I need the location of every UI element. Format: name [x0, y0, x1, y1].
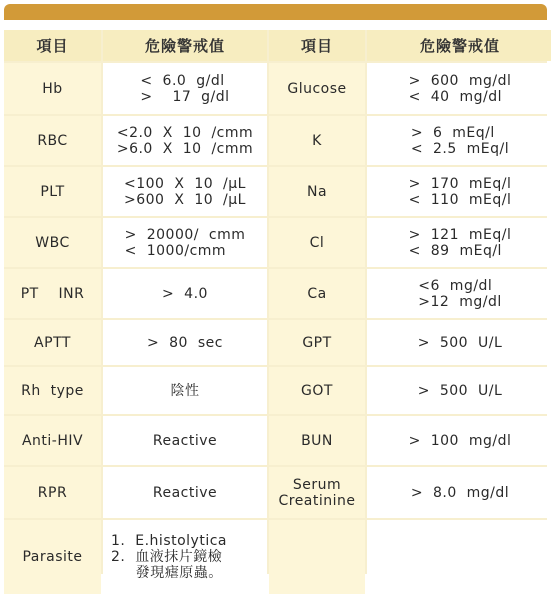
test-item-cell	[269, 218, 365, 267]
critical-value-text: > 500 U/L	[417, 382, 503, 399]
test-item-label: Serum Creatinine	[278, 476, 356, 509]
critical-value-text: > 8.0 mg/dl	[410, 484, 510, 501]
critical-value-cell	[367, 416, 551, 465]
table-title-bar	[4, 4, 547, 20]
test-item-cell	[269, 367, 365, 414]
test-item-label: APTT	[34, 334, 71, 351]
test-item-cell	[4, 63, 101, 114]
test-item-label: Hb	[42, 80, 63, 97]
critical-value-text: > 600 mg/dl < 40 mg/dl	[408, 72, 512, 105]
test-item-cell	[269, 116, 365, 165]
test-item-cell	[269, 467, 365, 518]
critical-value-text: Reactive	[152, 432, 218, 449]
critical-value-cell	[103, 520, 267, 594]
test-item-cell	[4, 218, 101, 267]
test-item-label: Glucose	[287, 80, 347, 97]
test-item-label: Ca	[307, 285, 327, 302]
critical-value-cell	[367, 116, 551, 165]
critical-value-text: > 170 mEq/l < 110 mEq/l	[408, 175, 512, 208]
test-item-cell	[269, 269, 365, 318]
critical-value-cell	[367, 467, 551, 518]
test-item-label: K	[312, 132, 322, 149]
critical-value-text: > 500 U/L	[417, 334, 503, 351]
test-item-cell	[4, 367, 101, 414]
test-item-cell	[4, 320, 101, 365]
test-item-cell	[4, 269, 101, 318]
critical-values-table	[4, 30, 547, 581]
critical-value-cell	[103, 269, 267, 318]
critical-value-cell	[103, 218, 267, 267]
test-item-cell	[269, 167, 365, 216]
test-item-cell	[4, 416, 101, 465]
critical-value-text: > 20000/ cmm < 1000/cmm	[124, 226, 246, 259]
critical-value-text: > 6 mEq/l < 2.5 mEq/l	[410, 124, 510, 157]
test-item-label: GOT	[301, 382, 333, 399]
test-item-cell	[269, 320, 365, 365]
test-item-label: Parasite	[22, 549, 83, 565]
critical-value-text: <100 X 10 /µL >600 X 10 /µL	[124, 175, 246, 208]
test-item-cell	[4, 167, 101, 216]
test-item-cell	[269, 63, 365, 114]
critical-value-text: Reactive	[152, 484, 218, 501]
test-item-label: BUN	[301, 432, 333, 449]
critical-value-cell	[103, 320, 267, 365]
test-item-cell	[4, 116, 101, 165]
critical-value-cell	[367, 367, 551, 414]
test-item-label: Na	[306, 183, 328, 200]
critical-value-cell	[367, 320, 551, 365]
test-item-label: Rh type	[21, 382, 84, 399]
critical-value-cell	[103, 467, 267, 518]
critical-value-cell	[103, 367, 267, 414]
critical-value-text: 陰性	[170, 382, 200, 399]
critical-value-text: <6 mg/dl >12 mg/dl	[418, 277, 502, 310]
test-item-label: WBC	[35, 234, 70, 251]
critical-value-text: 1. E.histolytica 2. 血液抹片鏡檢 發現瘧原蟲。	[111, 533, 227, 581]
critical-value-cell	[367, 520, 551, 594]
test-item-label: RPR	[37, 484, 68, 501]
critical-value-cell	[103, 63, 267, 114]
test-item-label: PT INR	[20, 285, 85, 302]
test-item-label: RBC	[37, 132, 68, 149]
critical-value-cell	[367, 218, 551, 267]
critical-value-text: <2.0 X 10 /cmm >6.0 X 10 /cmm	[116, 124, 254, 157]
critical-value-text: < 6.0 g/dl > 17 g/dl	[140, 72, 230, 105]
test-item-cell	[269, 520, 365, 594]
header-item-1: 項目	[4, 30, 101, 61]
critical-value-cell	[103, 167, 267, 216]
critical-value-text: > 100 mg/dl	[408, 432, 512, 449]
test-item-label: Cl	[309, 234, 325, 251]
critical-value-cell	[103, 416, 267, 465]
critical-value-text: > 4.0	[162, 285, 208, 302]
test-item-cell	[4, 520, 101, 594]
critical-value-text: > 121 mEq/l < 89 mEq/l	[408, 226, 512, 259]
critical-value-cell	[367, 63, 551, 114]
test-item-cell	[4, 467, 101, 518]
header-critical-value-2: 危險警戒值	[367, 30, 551, 61]
test-item-label: PLT	[40, 183, 65, 200]
header-item-2: 項目	[269, 30, 365, 61]
header-critical-value-1: 危險警戒值	[103, 30, 267, 61]
test-item-cell	[269, 416, 365, 465]
critical-value-cell	[103, 116, 267, 165]
critical-value-text: > 80 sec	[147, 334, 223, 351]
critical-value-cell	[367, 167, 551, 216]
test-item-label: GPT	[302, 334, 332, 351]
test-item-label: Anti-HIV	[21, 432, 84, 449]
critical-value-cell	[367, 269, 551, 318]
